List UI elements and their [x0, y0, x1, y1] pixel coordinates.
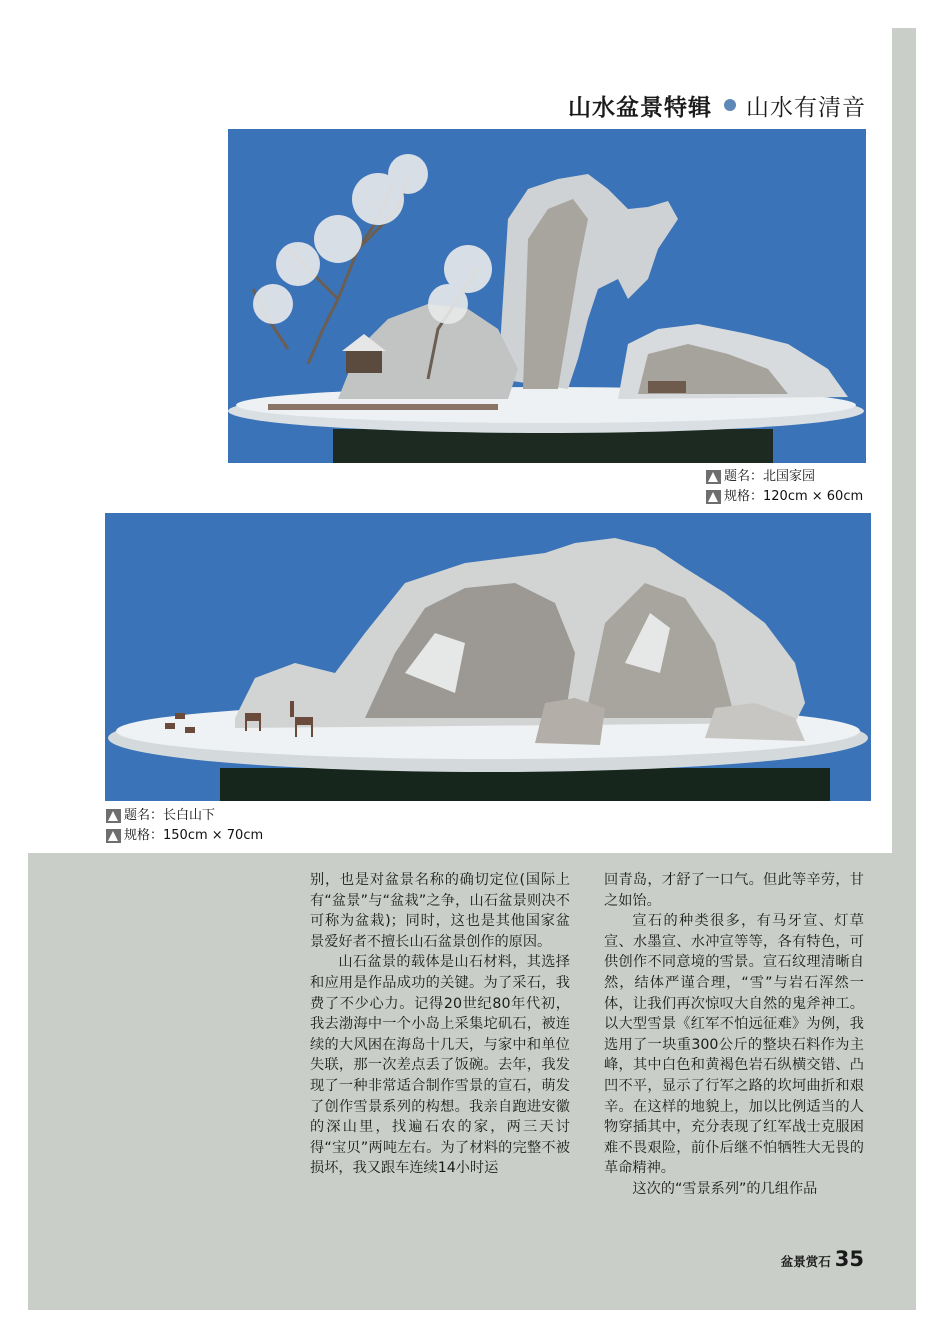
page-header: [568, 90, 866, 120]
article-column-2: [604, 870, 864, 1200]
paragraph: 回青岛，才舒了一口气。但此等辛劳，甘之如饴。: [604, 872, 864, 909]
section-title: 山水盆景特辑: [568, 94, 712, 121]
paragraph: 别，也是对盆景名称的确切定位(国际上有“盆景”与“盆栽”之争，山石盆景则决不可称为盆栽)；同时，这也是其他国家盆景爱好者不擅长山石盆景创作的原因。: [310, 872, 570, 950]
triangle-marker-icon: [706, 470, 721, 484]
caption-spec: 规格：150cm × 70cm: [124, 828, 264, 843]
triangle-marker-icon: [706, 490, 721, 504]
caption-title: 题名：长白山下: [124, 808, 216, 823]
triangle-marker-icon: [106, 829, 121, 843]
section-subtitle: 山水有清音: [746, 94, 866, 121]
penjing-photo-beiguo-jiayuan: [228, 129, 866, 463]
page-number: 35: [834, 1247, 864, 1271]
paragraph: 山石盆景的载体是山石材料，其选择和应用是作品成功的关键。为了采石，我费了不少心力。记得20世纪80年代初，我去渤海中一个小岛上采集坨矶石，被连续的大风困在海岛十几天，与家中和单位失联，那一次差点丢了饭碗。去年，我发现了一种非常适合制作雪景的宣石，萌发了创作雪景系列的构想。我亲自跑进安徽的深山里，找遍石农的家，两三天讨得“宝贝”两吨左右。为了材料的完整不被损坏，我又跟车连续14小时运: [310, 954, 570, 1177]
photo-caption-2: [106, 806, 263, 846]
journal-name: 盆景赏石: [780, 1254, 831, 1269]
decorative-side-band: [892, 28, 916, 853]
paragraph: 宣石的种类很多，有马牙宣、灯草宣、水墨宣、水冲宣等等，各有特色，可供创作不同意境的雪景。宣石纹理清晰自然，结体严谨合理，“雪”与岩石浑然一体，让我们再次惊叹大自然的鬼斧神工。以大型雪景《红军不怕远征难》为例，我选用了一块重300公斤的整块石料作为主峰，其中白色和黄褐色岩石纵横交错、凸凹不平，显示了行军之路的坎坷曲折和艰辛。在这样的地貌上，加以比例适当的人物穿插其中，充分表现了红军战士克服困难不畏艰险，前仆后继不怕牺牲大无畏的革命精神。: [604, 913, 864, 1177]
page-footer: [781, 1247, 864, 1271]
paragraph: 这次的“雪景系列”的几组作品: [632, 1180, 818, 1197]
photo-caption-1: [706, 467, 863, 507]
bullet-dot-icon: [724, 99, 736, 111]
caption-spec: 规格：120cm × 60cm: [724, 489, 864, 504]
caption-title: 题名：北国家园: [724, 469, 816, 484]
penjing-photo-changbai-shanxia: [105, 513, 871, 801]
article-column-1: [310, 870, 570, 1179]
triangle-marker-icon: [106, 809, 121, 823]
